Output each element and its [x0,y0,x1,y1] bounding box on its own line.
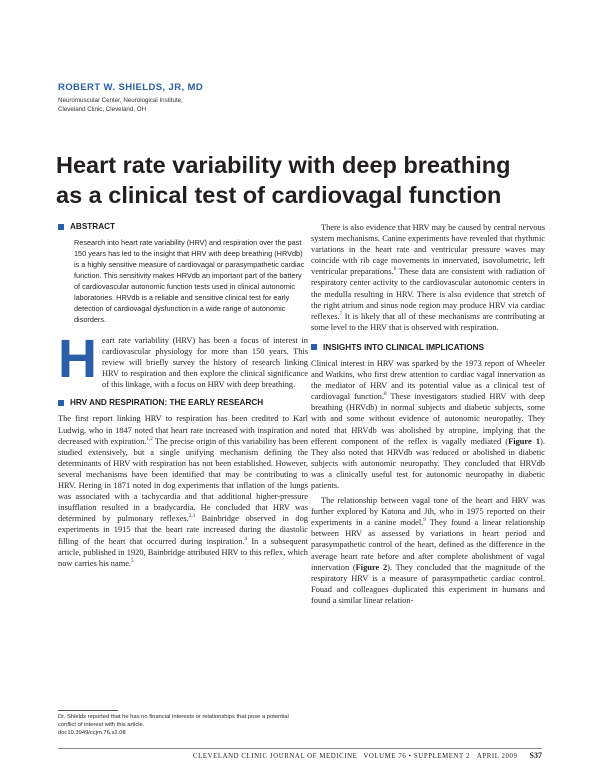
section-heading-clinical [311,343,545,352]
author-name: ROBERT W. SHIELDS, JR, MD [58,82,204,93]
abstract-heading-label: ABSTRACT [70,222,116,231]
section-heading-label: INSIGHTS INTO CLINICAL IMPLICATIONS [323,342,485,352]
author-affiliation-1: Neuromuscular Center, Neurological Institute, [58,97,183,104]
section-square-icon [311,344,317,350]
figure-reference[interactable]: Figure 1 [508,436,541,446]
footnote [58,713,308,737]
citation: 4 [244,536,248,542]
article-title [56,150,556,210]
section-heading-label: HRV AND RESPIRATION: THE EARLY RESEARCH [70,398,264,408]
author-block [58,82,358,114]
section-heading-early-research [58,398,308,407]
citation: 5 [131,558,134,564]
title-line-2: as a clinical test of cardiovagal function [56,182,502,208]
body-paragraph: The relationship between vagal tone of the heart and HRV was further explored by Katona and Jih, who in 1975 reported on their experiments in a canine model.$^9$ They found a linear relationship between HRV as assessed by variations in heart period and parasympathetic control of the heart, defined as the difference in the average heart rate before and after complete abolishment of vagal innervation (Figure 2). They concluded that the magnitude of the respiratory HRV is a measure of parasympathetic cardiac control. Fouad and colleagues duplicated this experiment in humans and found a similar linear relation- [311,496,545,605]
body-paragraph: There is also evidence that HRV may be caused by central nervous system mechanisms. Canine experiments have revealed that rhythmic variations in the heart rate and ventricular pressure waves may coincide with rib cage movements in innervated, isovolumetric, left ventricular preparations.$^6$ These data are consistent with radiation of respiratory center activity to the cardiovascular autonomic centers in the medulla resulting in HRV. There is also evidence that stretch of the right atrium and sinus node region may produce HRV via cardiac reflexes.$^7$ It is likely that all of these mechanisms are contributing at some level to the HRV that is observed with respiration. [311,223,545,332]
title-line-1: Heart rate variability with deep breathing [56,152,511,178]
disclosure-text: Dr. Shields reported that he has no financial interests or relationships that pose a potential conflict of interest with this article. [58,714,289,728]
citation: 2,3 [188,514,196,520]
issue-date: APRIL 2009 [476,753,518,760]
footnote-divider [58,710,118,711]
section-square-icon [58,224,64,230]
body-paragraph: Clinical interest in HRV was sparked by the 1973 report of Wheeler and Watkins, who first drew attention to cardiac vagal innervation as the mediator of HRV and its potential value as a clinical test of cardiovagal function.$^8$ These investigators studied HRV with deep breathing (HRVdb) in normal subjects and diabetic subjects, some with and some without evidence of autonomic neuropathy. They noted that HRVdb was abolished by atropine, implying that the efferent component of the reflex is vagally mediated (Figure 1). They also noted that HRVdb was reduced or abolished in diabetic subjects with autonomic neuropathy. They concluded that HRVdb was a clinically useful test for autonomic neuropathy in diabetic patients. [311,358,545,490]
citation: 6 [393,267,397,273]
left-column [58,222,308,573]
doi-text: doi:10.3949/ccjm.76.s2.08 [58,730,126,736]
citation: 8 [384,392,387,398]
supplement: SUPPLEMENT 2 [413,753,470,760]
bullet-separator: • [408,753,412,760]
intro-paragraph [58,329,308,390]
footer-divider [58,748,542,749]
citation: 9 [423,518,426,524]
volume: VOLUME 76 [363,753,407,760]
citation: 1,2 [146,436,153,442]
figure-reference[interactable]: Figure 2 [355,562,388,572]
citation: 7 [339,311,343,317]
body-paragraph: The first report linking HRV to respiration has been credited to Karl Ludwig, who in 1847 noted that heart rate increased with inspiration and decreased with expiration.$^{1,2}$ The precise origin of this variability has been studied extensively, but a single unifying mechanism defining the determinants of HRV with respiration has not been established. However, several mechanisms have been identified that may be contributing to HRV. Hering in 1871 noted in dog experiments that inflation of the lungs was associated with a tachycardia and that additional higher-pressure insufflation resulted in a bradycardia. He concluded that HRV was determined by pulmonary reflexes.$^{2,3}$ Bainbridge observed in dog experiments in 1915 that the heart rate increased during the diastolic filling of the heart that occurred during inspiration.$^4$ In a subsequent article, published in 1920, Bainbridge attributed HRV to this reflex, which now carries his name.$^5$ [58,414,308,568]
section-square-icon [58,400,64,406]
intro-text: eart rate variability (HRV) has been a focus of interest in cardiovascular physiology for more than 150 years. This review will briefly survey the history of research linking HRV to respiration and then explore the clinical significance of this linkage, with a focus on HRV with deep breathing. [102,336,308,390]
dropcap-letter: H [58,329,97,389]
abstract-text: Research into heart rate variability (HRV) and respiration over the past 150 years has led to the insight that HRV with deep breathing (HRVdb) is a highly sensitive measure of cardiovagal or parasympathetic cardiac function. This sensitivity makes HRVdb an important part of the battery of cardiovascular autonomic function tests used in clinical autonomic laboratories. HRVdb is a reliable and sensitive clinical test for early detection of cardiovagal dysfunction in a wide range of autonomic disorders. [74,238,305,324]
right-column [311,222,545,610]
author-affiliation-2: Cleveland Clinic, Cleveland, OH [58,106,147,113]
page-number: S37 [529,751,542,760]
journal-name: CLEVELAND CLINIC JOURNAL OF MEDICINE [192,753,358,760]
abstract-heading [58,222,308,231]
page-footer [58,751,542,760]
